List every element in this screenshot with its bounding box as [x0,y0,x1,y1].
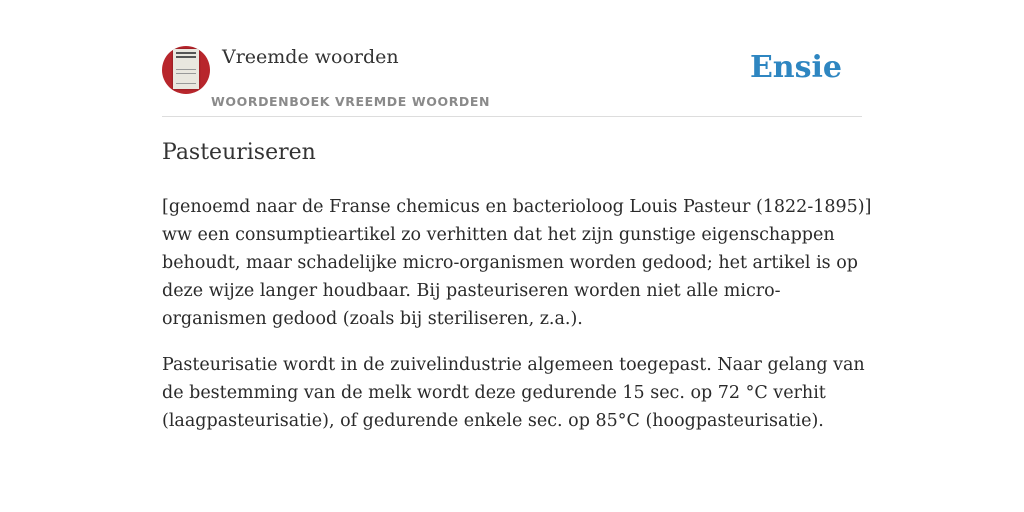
entry-definition [162,193,874,453]
dictionary-avatar[interactable] [162,46,210,94]
book-cover-icon [173,49,199,89]
page-header [162,44,862,117]
definition-paragraph: Pasteurisatie wordt in de zuivelindustrie algemeen toegepast. Naar gelang van de bestemming van de melk wordt deze gedurende 15 sec. op 72 °C verhit (laagpasteurisatie), of gedurende enkele sec. op 85°C (hoogpasteurisatie). [162,355,865,431]
dictionary-title[interactable]: Vreemde woorden [222,46,399,68]
entry-term: Pasteuriseren [162,140,316,165]
definition-paragraph: [genoemd naar de Franse chemicus en bacterioloog Louis Pasteur (1822-1895)] ww een consumptieartikel zo verhitten dat het zijn gunstige eigenschappen behoudt, maar schadelijke micro-organismen worden gedood; het artikel is op deze wijze langer houdbaar. Bij pasteuriseren worden niet alle micro-organismen gedood (zoals bij steriliseren, z.a.). [162,197,872,329]
brand-logo[interactable]: Ensie [749,50,842,85]
dictionary-subtitle: WOORDENBOEK VREEMDE WOORDEN [211,94,491,109]
